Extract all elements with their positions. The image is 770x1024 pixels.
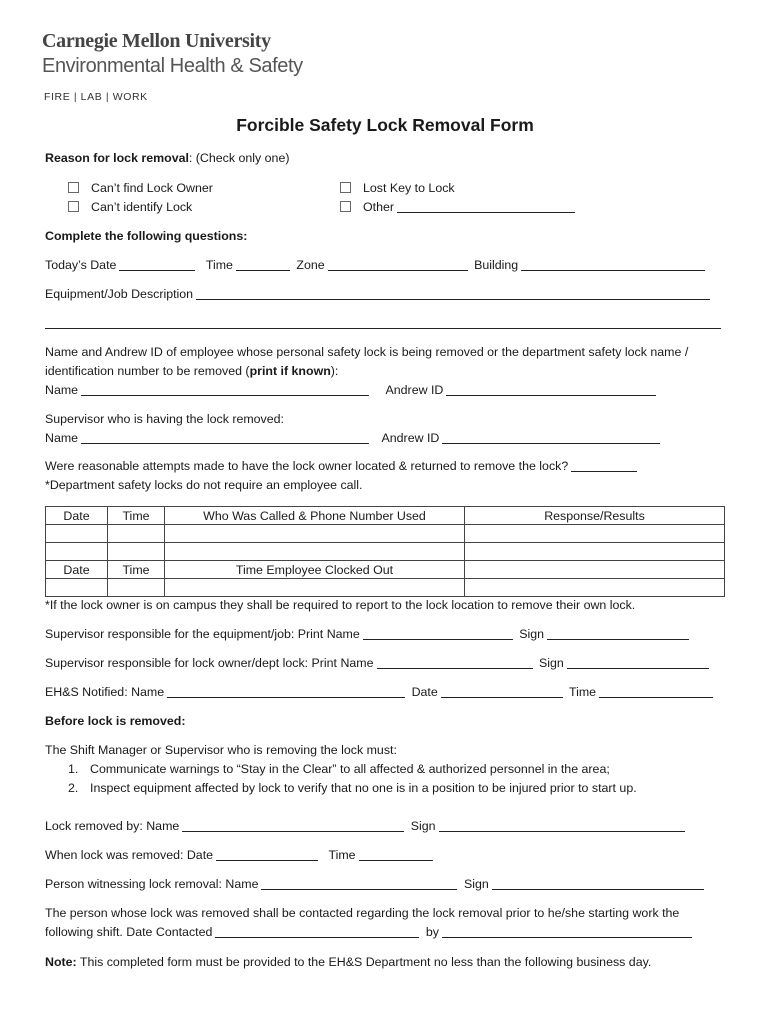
ehs-name-label: EH&S Notified: Name [45,685,165,699]
witness-label: Person witnessing lock removal: Name [45,877,259,891]
ehs-time-field[interactable] [599,685,713,698]
employee-desc-end: ): [330,364,339,378]
checkbox-icon[interactable] [340,201,351,212]
zone-field[interactable] [328,258,468,271]
table-cell[interactable] [465,525,725,543]
sign-label: Sign [463,877,489,891]
step-text: Inspect equipment affected by lock to verify that no one is in a position to be injured prior to start up. [90,781,637,795]
ehs-notified-row [45,685,716,699]
table-row [46,561,725,579]
supervisor-andrew-id-label: Andrew ID [381,431,440,445]
date-contacted-label: following shift. Date Contacted [45,925,213,939]
table-cell[interactable] [108,543,165,561]
table-cell[interactable] [165,579,465,597]
building-field[interactable] [521,258,705,271]
header-who-called: Who Was Called & Phone Number Used [165,507,465,525]
owner-supervisor-name-field[interactable] [377,656,533,669]
header-date-2: Date [46,561,108,579]
header-clocked-out: Time Employee Clocked Out [165,561,465,579]
table-cell[interactable] [46,543,108,561]
table-row[interactable] [46,525,725,543]
checkbox-other[interactable] [340,200,578,214]
date-contacted-field[interactable] [215,925,419,938]
when-date-field[interactable] [216,848,318,861]
option-label: Can’t identify Lock [91,200,193,214]
when-date-label: When lock was removed: Date [45,848,214,862]
equipment-label: Equipment/Job Description [45,287,194,301]
equipment-supervisor-sign-field[interactable] [547,627,689,640]
table-row[interactable] [46,579,725,597]
checkbox-icon[interactable] [68,182,79,193]
sign-label: Sign [410,819,436,833]
equipment-row [45,287,713,301]
call-log-table [45,506,725,597]
table-cell[interactable] [108,579,165,597]
campus-note: *If the lock owner is on campus they shall be required to report to the lock location to remove their own lock. [45,598,636,612]
step-text: Communicate warnings to “Stay in the Clear” to all affected & authorized personnel in the area; [90,762,610,776]
other-field[interactable] [397,200,575,213]
sign-label: Sign [538,656,564,670]
ehs-name-field[interactable] [167,685,405,698]
questions-heading: Complete the following questions: [45,229,248,243]
time-label: Time [205,258,233,272]
checkbox-icon[interactable] [340,182,351,193]
table-cell[interactable] [465,579,725,597]
employee-name-row [45,383,659,397]
ehs-date-label: Date [411,685,438,699]
attempts-row [45,459,640,473]
note-label: Note: [45,955,77,969]
supervisor-name-row [45,431,663,445]
building-label: Building [474,258,519,272]
print-if-known: print if known [249,364,331,378]
table-cell[interactable] [465,561,725,579]
employee-desc-line1: Name and Andrew ID of employee whose personal safety lock is being removed or the department safety lock name / [45,345,689,359]
option-label: Lost Key to Lock [363,181,455,195]
contact-line1: The person whose lock was removed shall be contacted regarding the lock removal prior to he/she starting work the [45,906,680,920]
supervisor-andrew-id-field[interactable] [442,431,660,444]
university-name: Carnegie Mellon University [42,30,271,52]
removed-by-label: Lock removed by: Name [45,819,180,833]
removed-by-name-field[interactable] [182,819,404,832]
supervisor-name-label: Name [45,431,79,445]
attempts-note: *Department safety locks do not require an employee call. [45,478,363,492]
reason-hint: : (Check only one) [188,151,290,165]
reason-heading [45,151,289,165]
header-response: Response/Results [465,507,725,525]
employee-name-label: Name [45,383,79,397]
when-removed-row [45,848,436,862]
checkbox-lost-key[interactable] [340,181,455,195]
supervisor-desc: Supervisor who is having the lock removed: [45,412,284,426]
todays-date-field[interactable] [119,258,195,271]
contacted-by-field[interactable] [442,925,692,938]
when-time-label: Time [328,848,356,862]
supervisor-name-field[interactable] [81,431,369,444]
when-time-field[interactable] [359,848,433,861]
sign-label: Sign [519,627,545,641]
list-item: 2. Inspect equipment affected by lock to verify that no one is in a position to be injured prior to start up. [68,781,637,795]
option-label: Other [363,200,394,214]
list-item: 1. Communicate warnings to “Stay in the Clear” to all affected & authorized personnel in the area; [68,762,610,776]
removed-by-sign-field[interactable] [439,819,685,832]
form-title: Forcible Safety Lock Removal Form [236,115,534,135]
table-cell[interactable] [165,525,465,543]
by-label: by [425,925,439,939]
date-time-row [45,258,708,272]
todays-date-label: Today’s Date [45,258,117,272]
attempts-question: Were reasonable attempts made to have the lock owner located & returned to remove the lock? [45,459,569,473]
ehs-date-field[interactable] [441,685,563,698]
witness-sign-field[interactable] [492,877,704,890]
contact-row [45,925,695,939]
table-cell[interactable] [165,543,465,561]
witness-name-field[interactable] [261,877,457,890]
table-cell[interactable] [46,579,108,597]
equipment-field-continued[interactable] [45,315,721,329]
employee-andrew-id-field[interactable] [446,383,656,396]
header-date: Date [46,507,108,525]
employee-name-field[interactable] [81,383,369,396]
employee-andrew-id-label: Andrew ID [385,383,444,397]
ehs-time-label: Time [569,685,597,699]
checkbox-cant-identify-lock[interactable] [68,200,192,214]
equipment-field[interactable] [196,287,710,300]
checkbox-cant-find-owner[interactable] [68,181,213,195]
before-heading: Before lock is removed: [45,714,186,728]
before-intro: The Shift Manager or Supervisor who is removing the lock must: [45,743,397,757]
note-text: This completed form must be provided to the EH&S Department no less than the following business day. [76,955,652,969]
table-cell[interactable] [465,543,725,561]
header-time: Time [108,507,165,525]
department-name: Environmental Health & Safety [42,55,303,77]
table-row[interactable] [46,543,725,561]
equipment-supervisor-label: Supervisor responsible for the equipment/job: Print Name [45,627,360,641]
employee-desc-text: identification number to be removed ( [45,364,250,378]
table-cell[interactable] [46,525,108,543]
owner-supervisor-label: Supervisor responsible for lock owner/dept lock: Print Name [45,656,374,670]
reason-label: Reason for lock removal [45,151,189,165]
time-field[interactable] [236,258,290,271]
equipment-supervisor-name-field[interactable] [363,627,513,640]
owner-supervisor-row [45,656,712,670]
equipment-supervisor-row [45,627,692,641]
attempts-answer-field[interactable] [571,459,637,472]
checkbox-icon[interactable] [68,201,79,212]
zone-label: Zone [296,258,325,272]
option-label: Can’t find Lock Owner [91,181,213,195]
employee-desc-line2 [45,364,338,378]
header-time-2: Time [108,561,165,579]
removed-by-row [45,819,688,833]
witness-row [45,877,707,891]
table-cell[interactable] [108,525,165,543]
table-row [46,507,725,525]
owner-supervisor-sign-field[interactable] [567,656,709,669]
footer-note [45,955,651,969]
department-tagline: FIRE | LAB | WORK [44,91,148,103]
